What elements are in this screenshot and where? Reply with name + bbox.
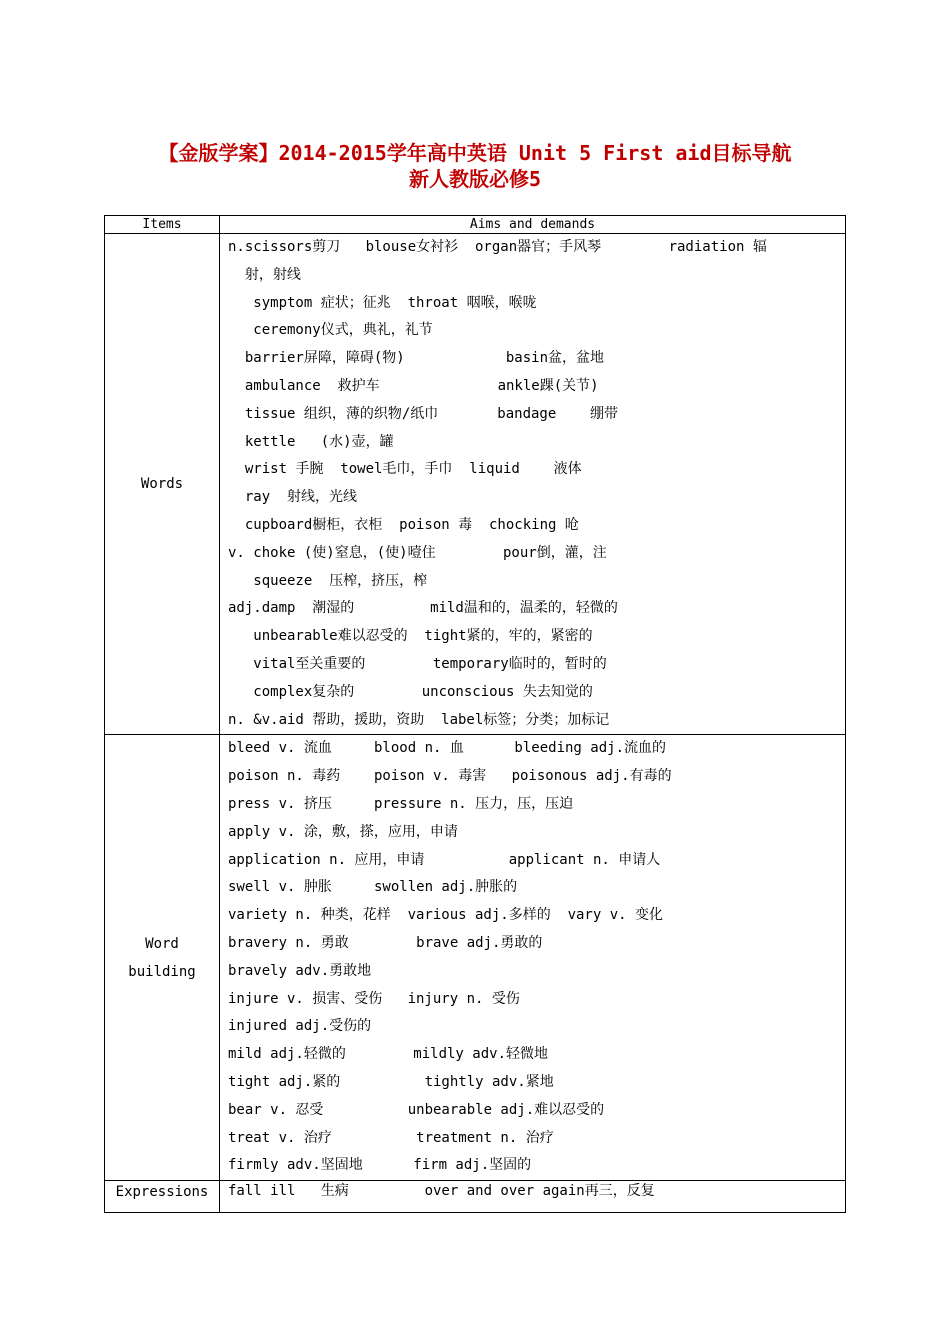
content-line: application n. 应用，申请 applicant n. 申请人 [228, 851, 661, 868]
word-building-label-line1: Word [145, 935, 179, 952]
content-line: injured adj.受伤的 [228, 1018, 372, 1035]
content-line: n. &v.aid 帮助，援助，资助 label标签；分类；加标记 [228, 711, 610, 728]
content-line: tissue 组织，薄的织物/纸巾 bandage 绷带 [228, 405, 619, 422]
content-line: bear v. 忍受 unbearable adj.难以忍受的 [228, 1101, 605, 1118]
word-building-content [220, 735, 846, 1181]
content-line: ambulance 救护车 ankle踝(关节) [228, 377, 599, 394]
expressions-content [220, 1181, 846, 1213]
content-line: v. choke (使)窒息，(使)噎住 pour倒，灌，注 [228, 544, 607, 561]
table-row-word-building [105, 735, 846, 1181]
content-line: variety n. 种类，花样 various adj.多样的 vary v. 变化 [228, 907, 664, 924]
aims-table [104, 215, 846, 1213]
content-line: n.scissors剪刀 blouse女衬衫 organ器官；手风琴 radiation 辐 [228, 239, 767, 255]
content-line: unbearable难以忍受的 tight紧的，牢的，紧密的 [228, 628, 593, 645]
word-building-label-line2: building [128, 963, 196, 980]
content-line: 射，射线 [228, 266, 301, 283]
content-line: tight adj.紧的 tightly adv.紧地 [228, 1073, 554, 1090]
row-label-word-building [105, 735, 220, 1181]
content-line: squeeze 压榨，挤压，榨 [228, 572, 428, 589]
content-line: bravely adv.勇敢地 [228, 962, 372, 979]
document-title-line1: 【金版学案】2014-2015学年高中英语 Unit 5 First aid目标导航 [158, 141, 792, 165]
content-line: adj.damp 潮湿的 mild温和的，温柔的，轻微的 [228, 600, 618, 617]
content-line: poison n. 毒药 poison v. 毒害 poisonous adj.有毒的 [228, 768, 672, 785]
content-line: injure v. 损害、受伤 injury n. 受伤 [228, 990, 520, 1007]
content-line: vital至关重要的 temporary临时的，暂时的 [228, 655, 607, 672]
content-line: bravery n. 勇敢 brave adj.勇敢的 [228, 934, 543, 951]
content-line: complex复杂的 unconscious 失去知觉的 [228, 683, 593, 700]
content-line: ray 射线，光线 [228, 489, 358, 506]
content-line: apply v. 涂，敷，搽，应用，申请 [228, 823, 458, 840]
document-title-line2: 新人教版必修5 [408, 167, 542, 191]
table-row-words [105, 234, 846, 735]
content-line: mild adj.轻微的 mildly adv.轻微地 [228, 1046, 549, 1063]
content-line: barrier屏障，障碍(物) basin盆，盆地 [228, 350, 605, 367]
table-header-row [105, 216, 846, 234]
content-line: swell v. 肿胀 swollen adj.肿胀的 [228, 879, 518, 896]
content-line: wrist 手腕 towel毛巾，手巾 liquid 液体 [228, 461, 582, 478]
table-row-expressions [105, 1181, 846, 1213]
content-line: treat v. 治疗 treatment n. 治疗 [228, 1129, 554, 1146]
content-line: symptom 症状；征兆 throat 咽喉，喉咙 [228, 294, 537, 311]
content-line: kettle (水)壶，罐 [228, 433, 394, 450]
content-line: press v. 挤压 pressure n. 压力，压，压迫 [228, 795, 574, 812]
content-line: fall ill 生病 over and over again再三，反复 [228, 1183, 655, 1200]
content-line: ceremony仪式，典礼，礼节 [228, 322, 433, 339]
row-label-words: Words [105, 234, 220, 735]
header-items: Items [105, 216, 220, 234]
content-line: cupboard橱柜，衣柜 poison 毒 chocking 呛 [228, 516, 579, 533]
content-line: firmly adv.坚固地 firm adj.坚固的 [228, 1157, 532, 1174]
words-content [220, 234, 846, 735]
content-line: bleed v. 流血 blood n. 血 bleeding adj.流血的 [228, 740, 667, 757]
row-label-expressions: Expressions [105, 1181, 220, 1213]
header-aims: Aims and demands [220, 216, 846, 234]
